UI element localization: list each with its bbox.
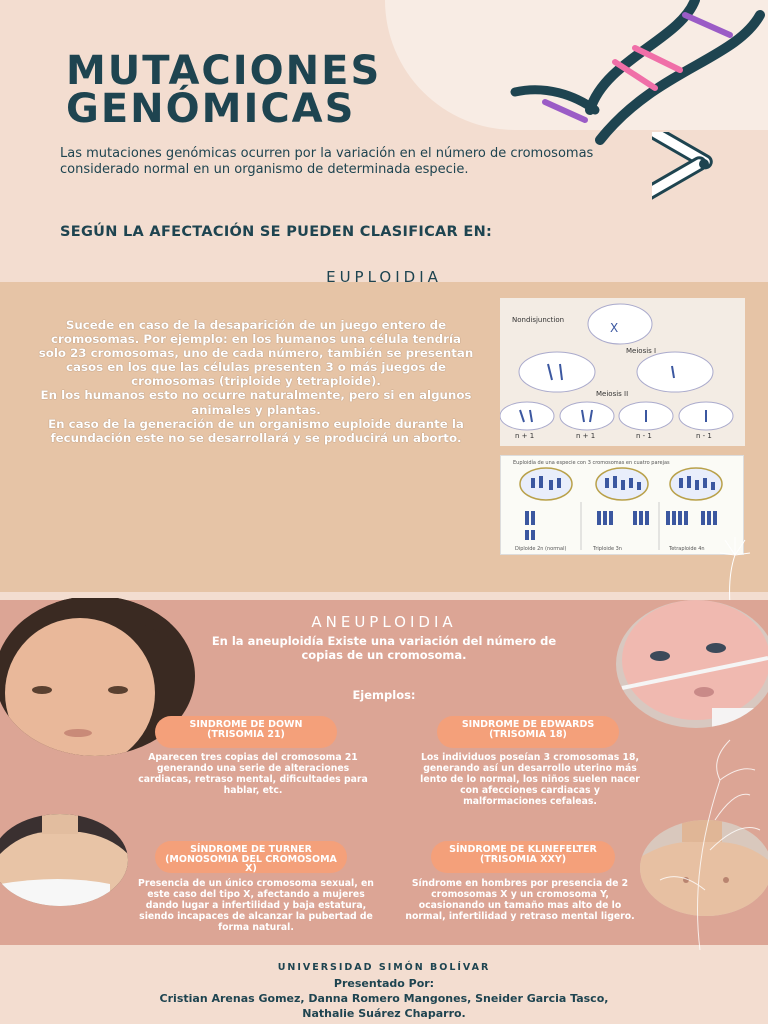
euploidia-paragraph: En caso de la generación de un organismo euploide durante la fecundación este no se desarrollará y se producirá un aborto. [48, 416, 464, 445]
university-name: UNIVERSIDAD SIMÓN BOLÍVAR [277, 962, 491, 973]
nondisjunction-diagram [500, 298, 745, 446]
turner-syndrome-text: Presencia de un único cromosoma sexual, en este caso del tipo X, afectando a mujeres dando lugar a infertilidad y baja estatura, siendo incapaces de alcanzar la pubertad de forma natural. [138, 878, 374, 933]
gamete-label: n + 1 [576, 432, 596, 440]
intro-text: Las mutaciones genómicas ocurren por la variación en el número de cromosomas considerado normal en un organismo de determinada especie. [60, 146, 594, 177]
gamete-label: n - 1 [696, 432, 712, 440]
karyotype-header: Euploidía de una especie con 3 cromosomas en cuatro parejas [513, 460, 670, 466]
edwards-syndrome-pill: SINDROME DE EDWARDS (TRISOMIA 18) [437, 716, 619, 748]
authors-line-2: Nathalie Suárez Chaparro. [302, 1007, 466, 1020]
down-syndrome-text: Aparecen tres copias del cromosoma 21 generando una serie de alteraciones cardiacas, retraso mental, dificultades para hablar, etc. [138, 752, 368, 796]
authors-line-1: Cristian Arenas Gomez, Danna Romero Mangones, Sneider Garcia Tasco, [159, 992, 609, 1005]
euploidia-paragraph: Sucede en caso de la desaparición de un juego entero de cromosomas. Por ejemplo: en los humanos una célula tendría solo 23 cromosomas, uno de cada número, también se presentan casos en los que las células presenten 3 o más juegos de cromosomas (triploide y tetraploide). [38, 318, 474, 389]
karyotype-label: Tetraploide 4n [669, 546, 705, 552]
svg-text:X: X [610, 321, 619, 335]
edwards-syndrome-text: Los individuos poseían 3 cromosomas 18, generando así un desarrollo uterino más lento de lo normal, los niños suelen nacer con afecciones cardiacas y malformaciones cefaleas. [420, 752, 640, 807]
meiosis-2-label: Meiosis II [596, 390, 629, 398]
karyotype-label: Triploide 3n [593, 546, 622, 552]
dna-helix-icon [505, 0, 768, 145]
karyotype-label: Diploide 2n (normal) [515, 546, 567, 552]
meiosis-1-label: Meiosis I [626, 347, 657, 355]
page-title [66, 48, 382, 132]
euploidia-paragraph: En los humanos esto no ocurre naturalmente, pero si en algunos animales y plantas. [40, 388, 472, 417]
aneuploidia-title: ANEUPLOIDIA [311, 613, 457, 631]
nondisjunction-label: Nondisjunction [512, 316, 565, 324]
classification-heading: SEGÚN LA AFECTACIÓN SE PUEDEN CLASIFICAR EN: [60, 224, 493, 240]
chromosome-x-icon [652, 132, 762, 204]
turner-syndrome-pill: SÍNDROME DE TURNER (MONOSOMIA DEL CROMOSOMA X) [155, 841, 347, 873]
euploidia-title: EUPLOIDIA [326, 268, 442, 286]
klinefelter-syndrome-pill: SÍNDROME DE KLINEFELTER (TRISOMIA XXY) [431, 841, 615, 873]
turner-patient-image [0, 814, 128, 906]
down-syndrome-pill: SINDROME DE DOWN (TRISOMIA 21) [155, 716, 337, 748]
title-line-1: MUTACIONES [66, 48, 382, 94]
klinefelter-syndrome-text: Síndrome en hombres por presencia de 2 cromosomas X y un cromosoma Y, ocasionando un tamaño mas alto de lo normal, infertilidad y retraso mental ligero. [405, 878, 635, 922]
gamete-label: n - 1 [636, 432, 652, 440]
branch-decor-icon [640, 720, 768, 950]
flower-decor-icon [690, 535, 768, 605]
title-line-2: GENÓMICAS [66, 86, 356, 132]
presented-by-label: Presentado Por: [333, 977, 435, 990]
gamete-label: n + 1 [515, 432, 535, 440]
examples-label: Ejemplos: [352, 688, 416, 702]
aneuploidia-text: En la aneuploidía Existe una variación del número de copias de un cromosoma. [211, 634, 557, 662]
euploidia-text [36, 318, 476, 445]
